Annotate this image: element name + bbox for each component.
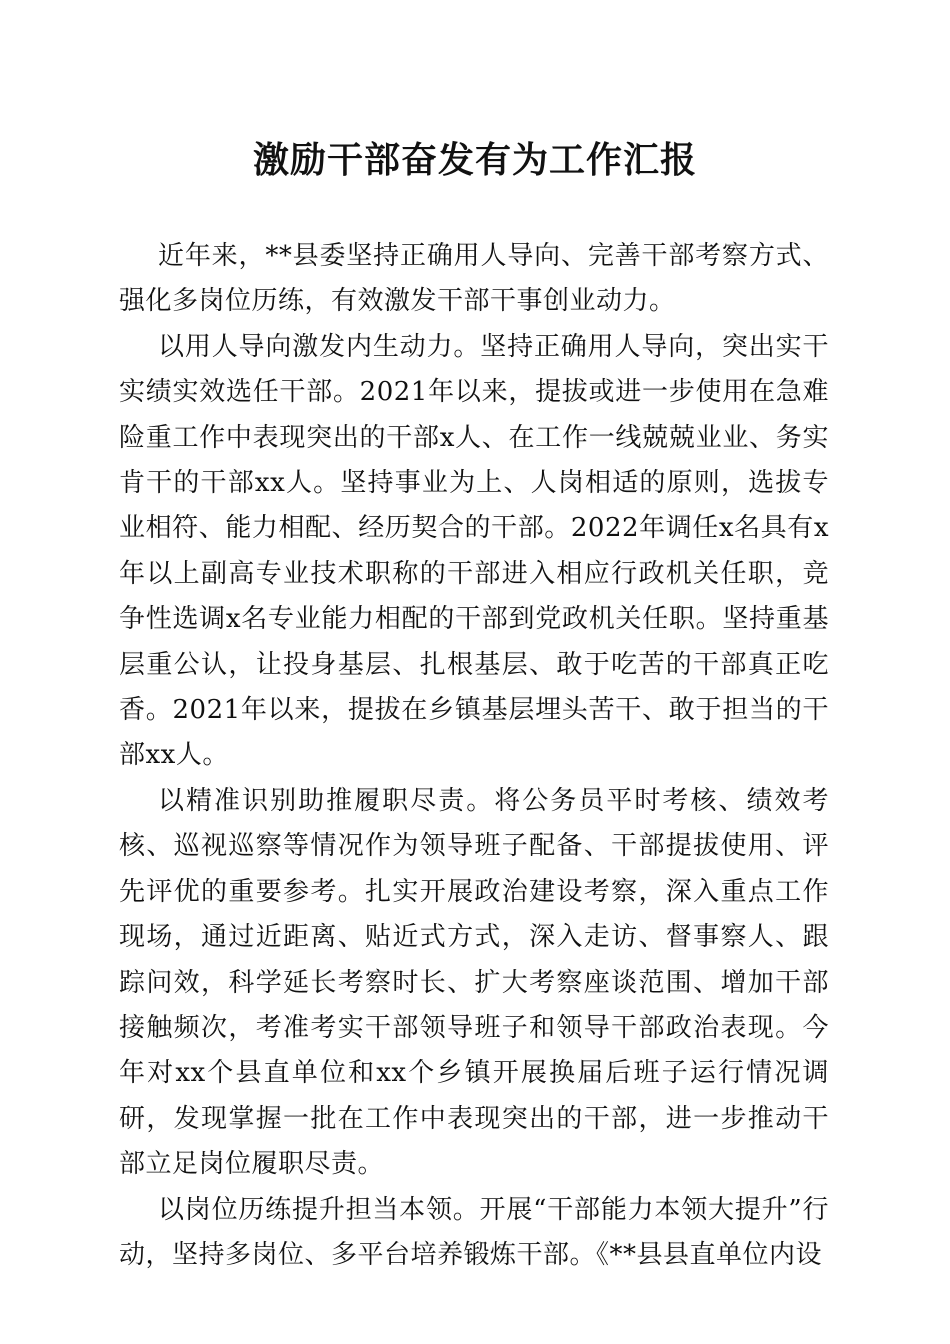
paragraph-selection: 以用人导向激发内生动力。坚持正确用人导向，突出实干实绩实效选任干部。2021年以来，提拔或进一步使用在急难险重工作中表现突出的干部x人、在工作一线兢兢业业、务实肯干的干部xx人。坚持事业为上、人岗相适的原则，选拔专业相符、能力相配、经历契合的干部。2022年调任x名具有x年以上副高专业技术职称的干部进入相应行政机关任职，竞争性选调x名专业能力相配的干部到党政机关任职。坚持重基层重公认，让投身基层、扎根基层、敢于吃苦的干部真正吃香。2021年以来，提拔在乡镇基层埋头苦干、敢于担当的干部xx人。 [119,331,829,771]
document-title: 激励干部奋发有为工作汇报 [252,139,697,181]
document-body [119,234,829,1278]
paragraph-evaluation: 以精准识别助推履职尽责。将公务员平时考核、绩效考核、巡视巡察等情况作为领导班子配备、干部提拔使用、评先评优的重要参考。扎实开展政治建设考察，深入重点工作现场，通过近距离、贴近式方式，深入走访、督事察人、跟踪问效，科学延长考察时长、扩大考察座谈范围、增加干部接触频次，考准考实干部领导班子和领导干部政治表现。今年对xx个县直单位和xx个乡镇开展换届后班子运行情况调研，发现掌握一批在工作中表现突出的干部，进一步推动干部立足岗位履职尽责。 [119,785,829,1180]
paragraph-intro: 近年来，**县委坚持正确用人导向、完善干部考察方式、强化多岗位历练，有效激发干部干事创业动力。 [119,241,829,317]
paragraph-training: 以岗位历练提升担当本领。开展“干部能力本领大提升”行动，坚持多岗位、多平台培养锻炼干部。《**县县直单位内设 [119,1194,829,1270]
